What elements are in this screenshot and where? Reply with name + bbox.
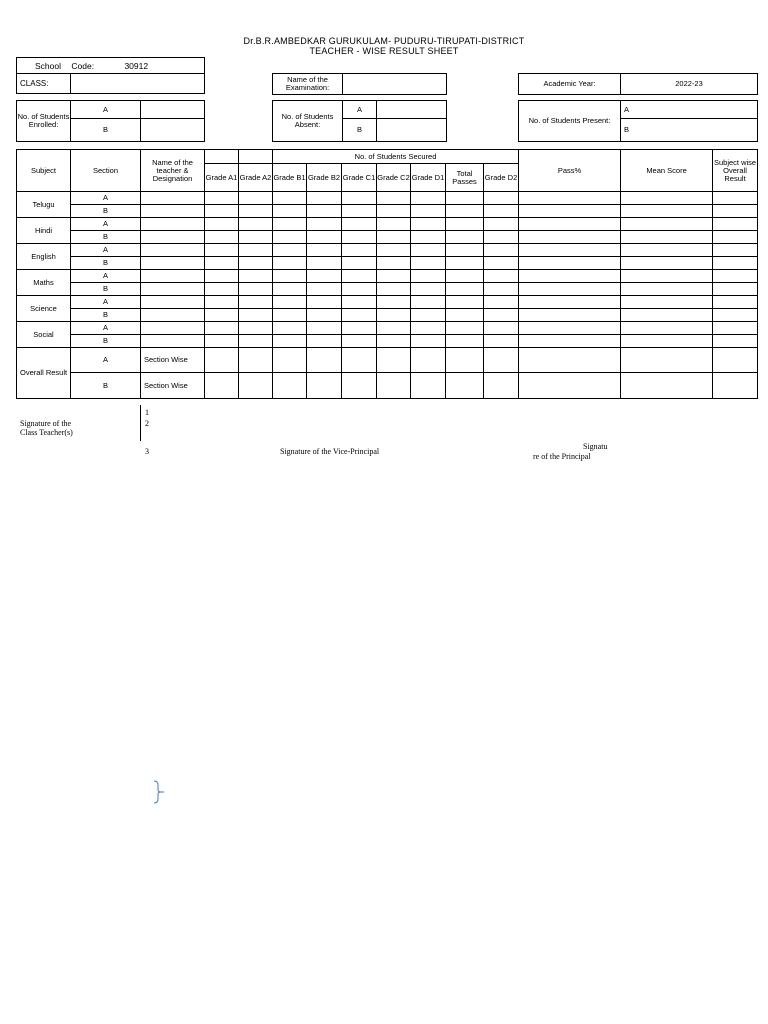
result-cell[interactable] — [446, 192, 484, 205]
result-cell[interactable] — [342, 322, 377, 335]
grade-header: Grade C2 — [377, 164, 411, 192]
result-cell[interactable] — [307, 231, 342, 244]
result-cell[interactable] — [411, 322, 446, 335]
result-cell[interactable] — [239, 348, 273, 373]
teacher-number-3: 3 — [145, 447, 149, 456]
teacher-number-1: 1 — [145, 408, 149, 417]
result-cell[interactable] — [141, 296, 205, 309]
result-cell[interactable] — [621, 309, 713, 322]
result-cell[interactable] — [713, 270, 758, 283]
result-cell[interactable] — [519, 348, 621, 373]
result-cell[interactable] — [484, 283, 519, 296]
result-cell[interactable] — [307, 296, 342, 309]
result-cell[interactable] — [713, 244, 758, 257]
result-cell[interactable] — [713, 218, 758, 231]
section-label: B — [71, 283, 141, 296]
result-cell[interactable] — [713, 192, 758, 205]
result-cell[interactable] — [411, 231, 446, 244]
result-cell[interactable] — [273, 309, 307, 322]
subject-rows — [17, 192, 758, 348]
result-cell[interactable] — [621, 270, 713, 283]
result-cell[interactable] — [621, 257, 713, 270]
result-cell[interactable] — [621, 231, 713, 244]
result-cell[interactable] — [307, 218, 342, 231]
subject-header: Subject — [17, 150, 71, 192]
subject-name: Social — [17, 322, 71, 348]
result-cell[interactable] — [484, 218, 519, 231]
result-cell[interactable] — [484, 296, 519, 309]
section-wise-label-a: Section Wise — [141, 348, 205, 373]
result-cell[interactable] — [342, 309, 377, 322]
result-cell[interactable] — [446, 283, 484, 296]
result-cell[interactable] — [446, 348, 484, 373]
result-cell[interactable] — [342, 296, 377, 309]
result-cell[interactable] — [377, 335, 411, 348]
result-cell[interactable] — [342, 257, 377, 270]
result-cell[interactable] — [484, 373, 519, 399]
result-cell[interactable] — [446, 335, 484, 348]
table-row — [17, 322, 758, 335]
result-cell[interactable] — [621, 192, 713, 205]
result-cell[interactable] — [342, 218, 377, 231]
subject-name: English — [17, 244, 71, 270]
result-cell[interactable] — [377, 322, 411, 335]
result-cell[interactable] — [307, 244, 342, 257]
result-cell[interactable] — [519, 322, 621, 335]
result-cell[interactable] — [411, 348, 446, 373]
result-cell[interactable] — [141, 205, 205, 218]
result-cell[interactable] — [411, 335, 446, 348]
result-cell[interactable] — [713, 322, 758, 335]
result-cell[interactable] — [484, 322, 519, 335]
result-cell[interactable] — [377, 296, 411, 309]
grade-header: Grade D1 — [411, 164, 446, 192]
result-cell[interactable] — [519, 231, 621, 244]
result-cell[interactable] — [411, 283, 446, 296]
absent-section-b: B — [343, 119, 377, 142]
result-cell[interactable] — [141, 322, 205, 335]
result-cell[interactable] — [342, 348, 377, 373]
section-label: B — [71, 205, 141, 218]
result-cell[interactable] — [342, 270, 377, 283]
result-cell[interactable] — [446, 218, 484, 231]
school-code-cell — [17, 58, 205, 74]
result-cell[interactable] — [713, 257, 758, 270]
absent-b-value[interactable] — [377, 119, 447, 142]
result-cell[interactable] — [205, 296, 239, 309]
result-cell[interactable] — [307, 205, 342, 218]
result-cell[interactable] — [484, 348, 519, 373]
result-cell[interactable] — [519, 257, 621, 270]
result-cell[interactable] — [519, 283, 621, 296]
result-cell[interactable] — [273, 373, 307, 399]
result-cell[interactable] — [519, 373, 621, 399]
result-cell[interactable] — [621, 244, 713, 257]
overall-result-header: Subject wise Overall Result — [713, 150, 758, 192]
result-table — [16, 149, 758, 399]
result-cell[interactable] — [205, 205, 239, 218]
table-row — [17, 296, 758, 309]
table-row — [17, 205, 758, 218]
teacher-header: Name of the teacher & Designation — [141, 150, 205, 192]
result-cell[interactable] — [377, 244, 411, 257]
school-code-value: 30912 — [124, 60, 149, 71]
vice-principal-signature-label: Signature of the Vice-Principal — [280, 447, 380, 456]
result-cell[interactable] — [446, 373, 484, 399]
result-cell[interactable] — [411, 244, 446, 257]
result-cell[interactable] — [411, 257, 446, 270]
result-cell[interactable] — [205, 231, 239, 244]
section-label: B — [71, 309, 141, 322]
result-cell[interactable] — [411, 296, 446, 309]
class-label: CLASS: — [17, 74, 71, 94]
overall-section-a: A — [71, 348, 141, 373]
result-cell[interactable] — [713, 231, 758, 244]
result-cell[interactable] — [141, 309, 205, 322]
table-row — [17, 335, 758, 348]
result-cell[interactable] — [273, 205, 307, 218]
result-cell[interactable] — [484, 309, 519, 322]
result-cell[interactable] — [446, 270, 484, 283]
result-cell[interactable] — [307, 309, 342, 322]
exam-table — [272, 73, 447, 95]
result-cell[interactable] — [307, 257, 342, 270]
result-cell[interactable] — [342, 205, 377, 218]
section-label: A — [71, 192, 141, 205]
result-cell[interactable] — [377, 348, 411, 373]
exam-label: Name of the Examination: — [273, 74, 343, 95]
absent-a-value[interactable] — [377, 101, 447, 119]
section-label: B — [71, 335, 141, 348]
result-cell[interactable] — [239, 309, 273, 322]
table-row — [17, 257, 758, 270]
result-cell[interactable] — [621, 348, 713, 373]
school-info-table — [16, 57, 205, 94]
result-cell[interactable] — [621, 373, 713, 399]
result-cell[interactable] — [377, 373, 411, 399]
academic-year-value: 2022-23 — [621, 74, 758, 95]
result-cell[interactable] — [446, 244, 484, 257]
grade-header: Grade C1 — [342, 164, 377, 192]
present-table — [518, 100, 758, 142]
result-cell[interactable] — [342, 192, 377, 205]
result-cell[interactable] — [273, 218, 307, 231]
result-cell[interactable] — [239, 322, 273, 335]
result-cell[interactable] — [239, 244, 273, 257]
subject-name: Hindi — [17, 218, 71, 244]
result-cell[interactable] — [713, 309, 758, 322]
class-teacher-signature-label: Signature of the Class Teacher(s) — [20, 419, 73, 437]
principal-signature-label-part2: re of the Principal — [533, 452, 591, 461]
result-cell[interactable] — [411, 309, 446, 322]
result-cell[interactable] — [411, 373, 446, 399]
result-cell[interactable] — [621, 205, 713, 218]
result-cell[interactable] — [484, 257, 519, 270]
table-row — [17, 231, 758, 244]
result-cell[interactable] — [141, 283, 205, 296]
section-wise-label-b: Section Wise — [141, 373, 205, 399]
result-cell[interactable] — [377, 309, 411, 322]
table-row — [17, 192, 758, 205]
result-cell[interactable] — [377, 218, 411, 231]
result-cell[interactable] — [519, 192, 621, 205]
result-cell[interactable] — [411, 218, 446, 231]
result-cell[interactable] — [713, 296, 758, 309]
result-cell[interactable] — [411, 270, 446, 283]
result-cell[interactable] — [446, 322, 484, 335]
result-cell[interactable] — [273, 231, 307, 244]
absent-table — [272, 100, 447, 142]
result-cell[interactable] — [446, 296, 484, 309]
result-cell[interactable] — [377, 205, 411, 218]
section-label: A — [71, 244, 141, 257]
pass-percent-header: Pass% — [519, 150, 621, 192]
result-cell[interactable] — [484, 192, 519, 205]
section-label: A — [71, 270, 141, 283]
section-label: A — [71, 218, 141, 231]
blank-header — [239, 150, 273, 164]
result-cell[interactable] — [621, 218, 713, 231]
result-cell[interactable] — [205, 348, 239, 373]
code-label: Code: — [71, 60, 95, 71]
enrolled-section-b: B — [71, 119, 141, 142]
enrolled-table — [16, 100, 205, 142]
result-cell[interactable] — [484, 231, 519, 244]
document-subtitle: TEACHER - WISE RESULT SHEET — [309, 46, 459, 56]
result-cell[interactable] — [519, 335, 621, 348]
result-cell[interactable] — [239, 270, 273, 283]
absent-label: No. of Students Absent: — [273, 101, 343, 142]
result-cell[interactable] — [205, 192, 239, 205]
subject-name: Science — [17, 296, 71, 322]
present-label: No. of Students Present: — [519, 101, 621, 142]
result-cell[interactable] — [307, 270, 342, 283]
secured-header: No. of Students Secured — [273, 150, 519, 164]
subject-name: Telugu — [17, 192, 71, 218]
result-cell[interactable] — [239, 205, 273, 218]
enrolled-label: No. of Students Enrolled: — [17, 101, 71, 142]
result-cell[interactable] — [205, 283, 239, 296]
result-cell[interactable] — [484, 205, 519, 218]
result-cell[interactable] — [273, 244, 307, 257]
result-cell[interactable] — [342, 244, 377, 257]
overall-section-b: B — [71, 373, 141, 399]
result-cell[interactable] — [446, 231, 484, 244]
table-row — [17, 309, 758, 322]
school-label: School — [35, 60, 61, 71]
result-cell[interactable] — [273, 335, 307, 348]
result-cell[interactable] — [411, 192, 446, 205]
result-cell[interactable] — [205, 244, 239, 257]
section-label: A — [71, 322, 141, 335]
result-cell[interactable] — [205, 322, 239, 335]
result-cell[interactable] — [519, 296, 621, 309]
grade-header: Total Passes — [446, 164, 484, 192]
result-cell[interactable] — [205, 309, 239, 322]
result-cell[interactable] — [239, 335, 273, 348]
enrolled-section-a: A — [71, 101, 141, 119]
table-row — [17, 218, 758, 231]
academic-year-table — [518, 73, 758, 95]
result-cell[interactable] — [446, 205, 484, 218]
result-cell[interactable] — [621, 296, 713, 309]
result-cell[interactable] — [621, 283, 713, 296]
result-cell[interactable] — [519, 218, 621, 231]
result-cell[interactable] — [141, 218, 205, 231]
result-cell[interactable] — [446, 309, 484, 322]
result-cell[interactable] — [307, 322, 342, 335]
result-cell[interactable] — [307, 348, 342, 373]
result-cell[interactable] — [273, 257, 307, 270]
result-cell[interactable] — [205, 218, 239, 231]
result-cell[interactable] — [377, 270, 411, 283]
section-header: Section — [71, 150, 141, 192]
section-label: B — [71, 257, 141, 270]
result-cell[interactable] — [239, 373, 273, 399]
present-section-a: A — [621, 101, 758, 119]
result-cell[interactable] — [342, 373, 377, 399]
grade-header: Grade B1 — [273, 164, 307, 192]
result-cell[interactable] — [446, 257, 484, 270]
result-cell[interactable] — [713, 373, 758, 399]
result-cell[interactable] — [411, 205, 446, 218]
result-cell[interactable] — [205, 335, 239, 348]
result-cell[interactable] — [239, 231, 273, 244]
result-cell[interactable] — [273, 283, 307, 296]
result-cell[interactable] — [273, 348, 307, 373]
result-cell[interactable] — [205, 257, 239, 270]
teacher-number-2: 2 — [145, 419, 149, 428]
result-cell[interactable] — [484, 270, 519, 283]
result-cell[interactable] — [621, 335, 713, 348]
bracket-mark — [152, 780, 164, 804]
academic-year-label: Academic Year: — [519, 74, 621, 95]
section-label: A — [71, 296, 141, 309]
result-cell[interactable] — [377, 283, 411, 296]
result-cell[interactable] — [141, 231, 205, 244]
result-cell[interactable] — [484, 244, 519, 257]
grade-header: Grade B2 — [307, 164, 342, 192]
absent-section-a: A — [343, 101, 377, 119]
result-cell[interactable] — [713, 283, 758, 296]
result-cell[interactable] — [519, 244, 621, 257]
result-cell[interactable] — [141, 270, 205, 283]
principal-signature-label-part1: Signatu — [583, 442, 608, 451]
result-cell[interactable] — [239, 192, 273, 205]
present-section-b: B — [621, 119, 758, 142]
subject-name: Maths — [17, 270, 71, 296]
result-cell[interactable] — [141, 244, 205, 257]
result-cell[interactable] — [377, 231, 411, 244]
result-cell[interactable] — [519, 270, 621, 283]
exam-value[interactable] — [343, 74, 447, 95]
section-label: B — [71, 231, 141, 244]
result-cell[interactable] — [273, 192, 307, 205]
blank-header — [205, 150, 239, 164]
signature-divider — [140, 405, 141, 441]
result-cell[interactable] — [307, 192, 342, 205]
result-cell[interactable] — [342, 335, 377, 348]
result-cell[interactable] — [621, 322, 713, 335]
result-cell[interactable] — [239, 218, 273, 231]
result-cell[interactable] — [205, 270, 239, 283]
result-cell[interactable] — [141, 335, 205, 348]
result-cell[interactable] — [342, 231, 377, 244]
class-value[interactable] — [71, 74, 205, 94]
result-cell[interactable] — [307, 335, 342, 348]
mean-score-header: Mean Score — [621, 150, 713, 192]
result-cell[interactable] — [342, 283, 377, 296]
result-cell[interactable] — [519, 309, 621, 322]
result-cell[interactable] — [484, 335, 519, 348]
result-cell[interactable] — [307, 373, 342, 399]
result-cell[interactable] — [273, 270, 307, 283]
result-cell[interactable] — [307, 283, 342, 296]
result-cell[interactable] — [377, 192, 411, 205]
result-cell[interactable] — [519, 205, 621, 218]
grade-header: Grade D2 — [484, 164, 519, 192]
grade-header: Grade A1 — [205, 164, 239, 192]
result-cell[interactable] — [141, 257, 205, 270]
table-row — [17, 270, 758, 283]
enrolled-a-value[interactable] — [141, 101, 205, 119]
enrolled-b-value[interactable] — [141, 119, 205, 142]
result-cell[interactable] — [273, 322, 307, 335]
result-cell[interactable] — [239, 283, 273, 296]
result-cell[interactable] — [713, 205, 758, 218]
result-cell[interactable] — [377, 257, 411, 270]
overall-result-label: Overall Result — [17, 348, 71, 399]
document-title: Dr.B.R.AMBEDKAR GURUKULAM- PUDURU-TIRUPATI-DISTRICT — [243, 36, 525, 46]
result-cell[interactable] — [239, 296, 273, 309]
result-cell[interactable] — [273, 296, 307, 309]
result-cell[interactable] — [239, 257, 273, 270]
result-cell[interactable] — [205, 373, 239, 399]
result-cell[interactable] — [713, 348, 758, 373]
result-cell[interactable] — [713, 335, 758, 348]
result-cell[interactable] — [141, 192, 205, 205]
table-row — [17, 283, 758, 296]
grade-header: Grade A2 — [239, 164, 273, 192]
table-row — [17, 244, 758, 257]
